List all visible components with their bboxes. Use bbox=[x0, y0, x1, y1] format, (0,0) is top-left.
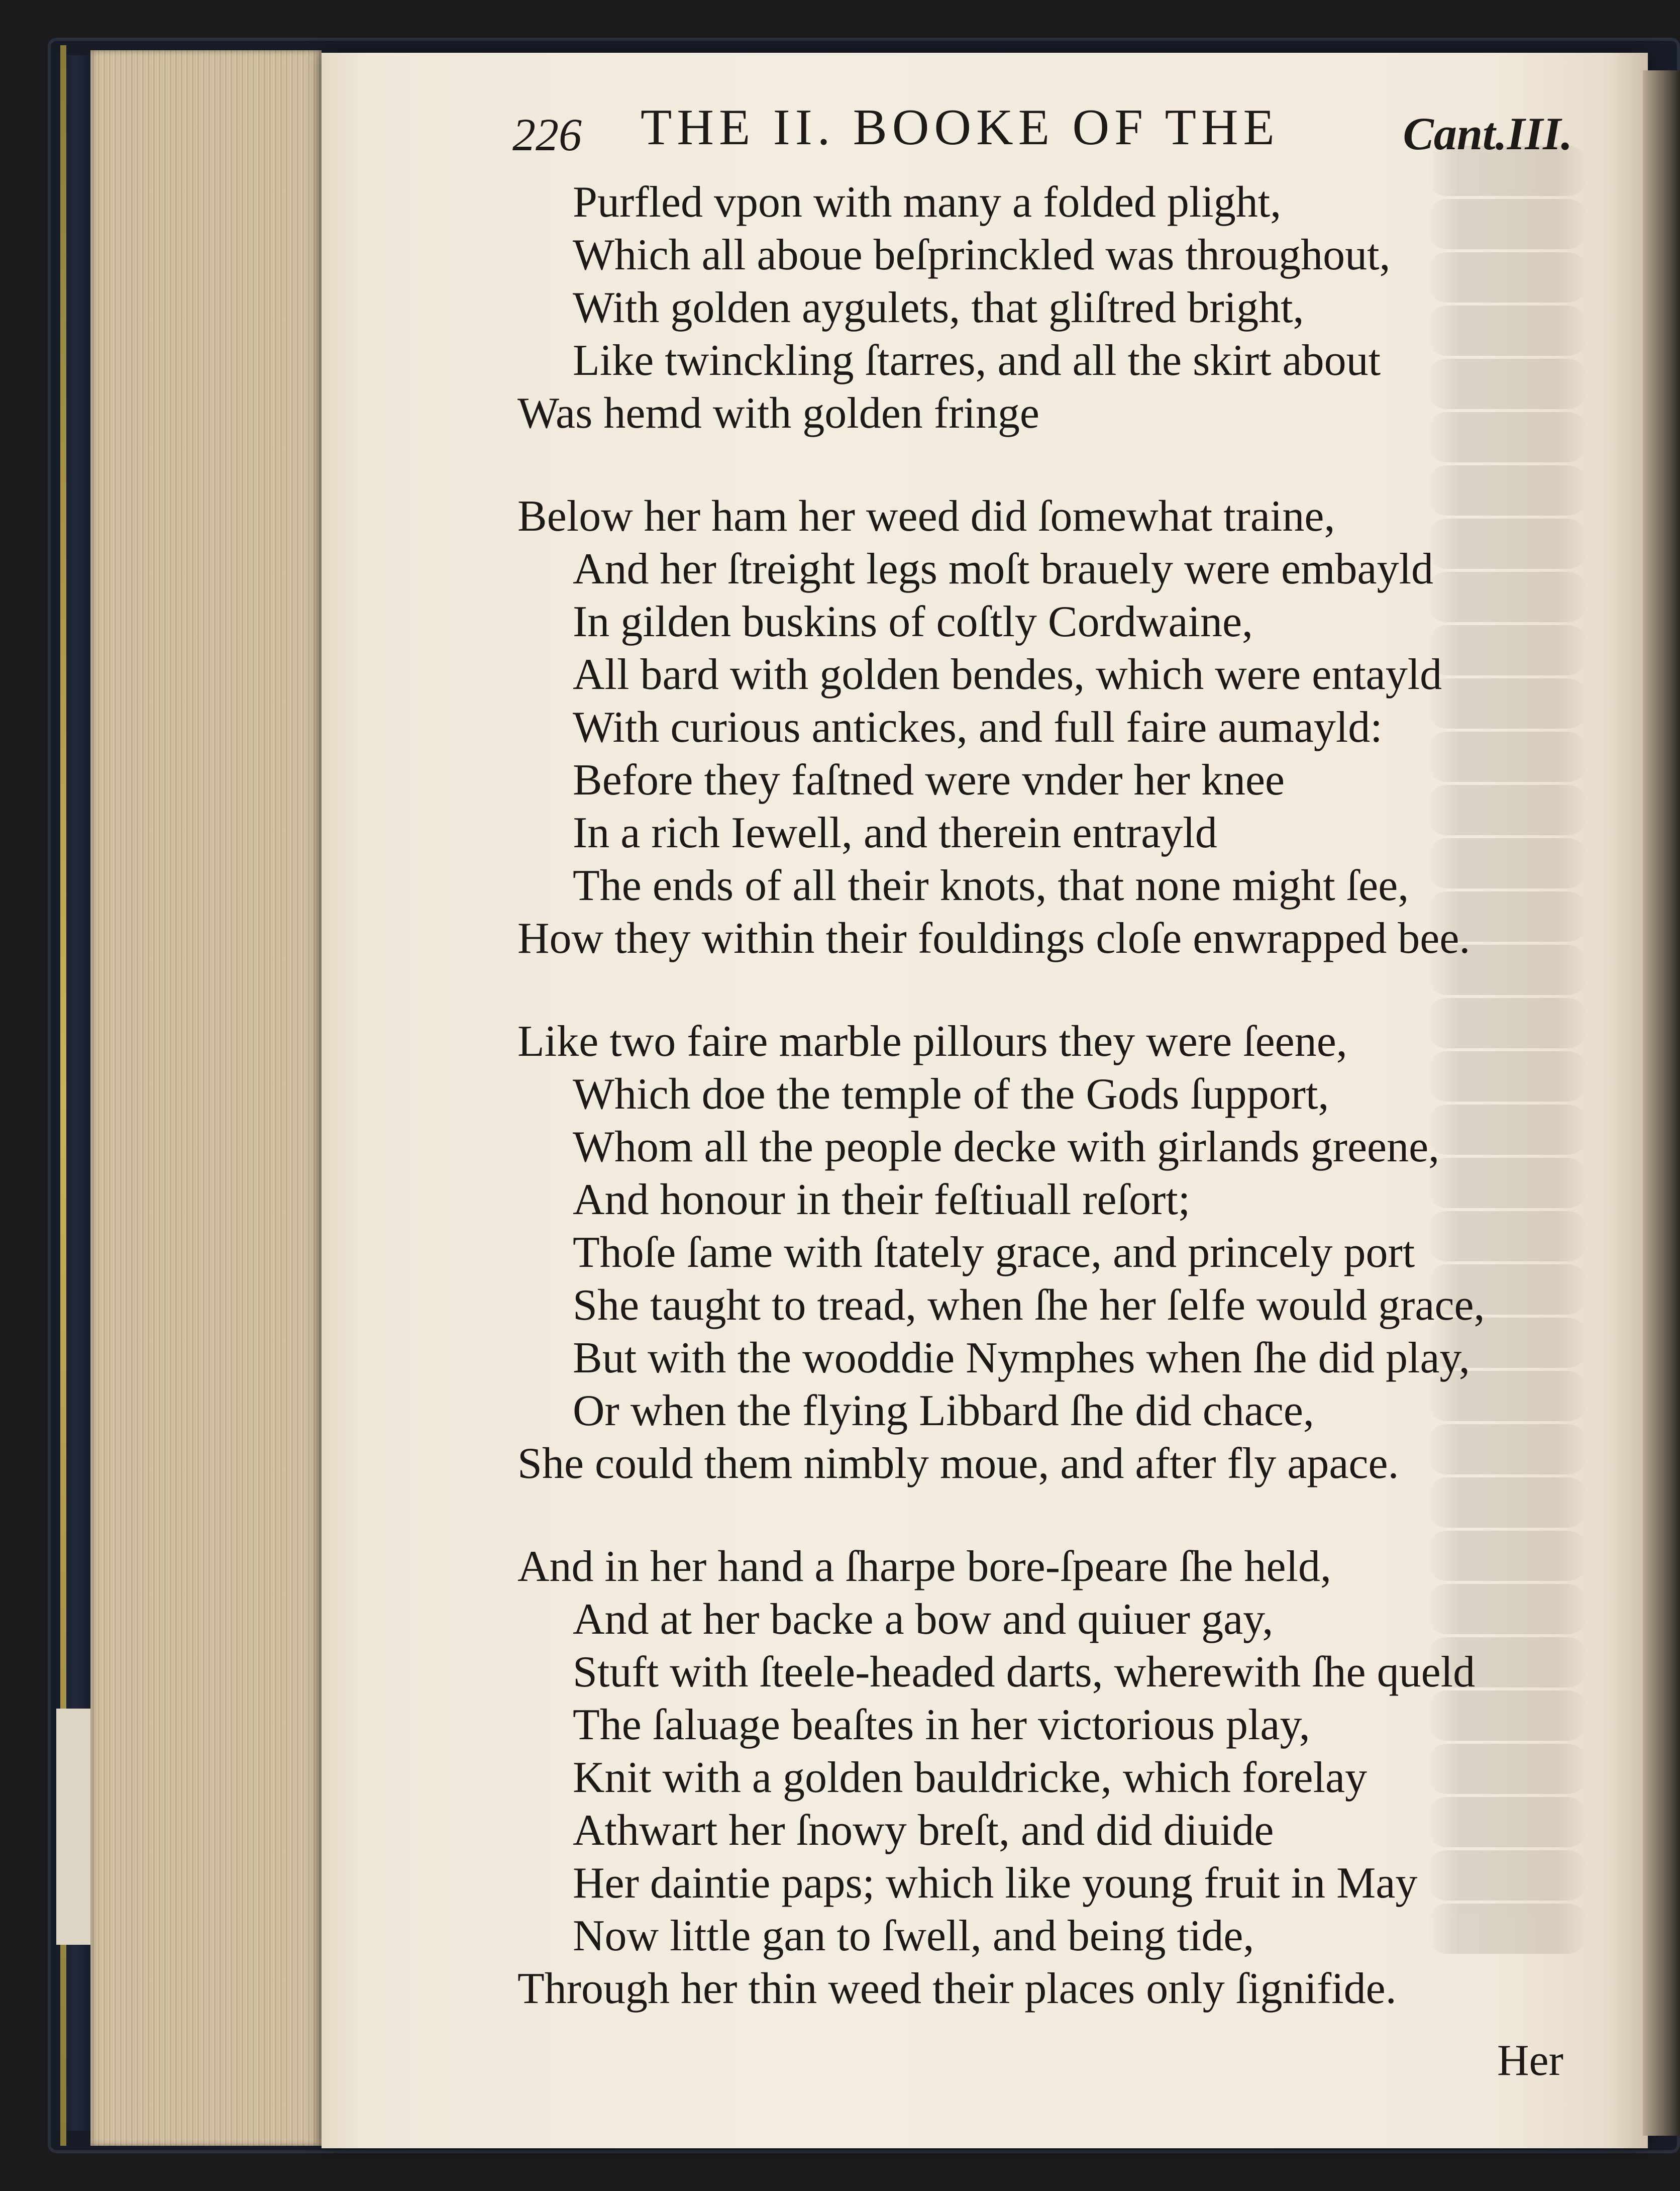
verse-line: Which all aboue beſprinckled was throughout, bbox=[573, 231, 1391, 279]
verse-line: How they within their fouldings cloſe enwrapped bee. bbox=[517, 914, 1471, 963]
verse-line: She could them nimbly moue, and after fly apace. bbox=[517, 1439, 1399, 1488]
poem-text bbox=[517, 176, 1583, 2015]
running-title: THE II. BOOKE OF THE bbox=[641, 99, 1280, 156]
verse-line: She taught to tread, when ſhe her ſelfe would grace, bbox=[573, 1281, 1485, 1330]
page-number: 226 bbox=[512, 109, 582, 160]
verse-line: But with the wooddie Nymphes when ſhe did play, bbox=[573, 1334, 1470, 1382]
verse-line: The ends of all their knots, that none might ſee, bbox=[573, 861, 1409, 910]
verse-line: The ſaluage beaſtes in her victorious play, bbox=[573, 1701, 1310, 1749]
canto-label: Cant.III. bbox=[1403, 108, 1572, 159]
verse-line: Now little gan to ſwell, and being tide, bbox=[573, 1912, 1254, 1960]
page-header bbox=[512, 98, 1572, 163]
stanza bbox=[517, 490, 1583, 965]
verse-line: And in her hand a ſharpe bore-ſpeare ſhe held, bbox=[517, 1542, 1331, 1591]
page-gutter-shadow bbox=[1643, 70, 1680, 2136]
catchword: Her bbox=[1497, 2036, 1563, 2085]
paper-label bbox=[56, 1709, 95, 1945]
verse-line: And honour in their feſtiuall reſort; bbox=[573, 1175, 1191, 1224]
stanza bbox=[517, 176, 1583, 440]
page-edges bbox=[90, 50, 322, 2146]
verse-line: In gilden buskins of coſtly Cordwaine, bbox=[573, 597, 1253, 646]
verse-line: Through her thin weed their places only ſignifide. bbox=[517, 1964, 1397, 2013]
verse-line: Below her ham her weed did ſomewhat traine, bbox=[517, 492, 1335, 541]
verse-line: Stuft with ſteele-headed darts, wherewith ſhe queld bbox=[573, 1648, 1476, 1697]
verse-line: Was hemd with golden fringe bbox=[517, 389, 1039, 438]
verse-line: Thoſe ſame with ſtately grace, and princely port bbox=[573, 1228, 1415, 1277]
verse-line: Before they faſtned were vnder her knee bbox=[573, 756, 1285, 805]
verse-line: With curious antickes, and full faire aumayld: bbox=[573, 703, 1383, 752]
verse-line: In a rich Iewell, and therein entrayld bbox=[573, 809, 1217, 857]
verse-line: Purfled vpon with many a folded plight, bbox=[573, 178, 1282, 227]
stanza bbox=[517, 1015, 1583, 1490]
verse-line: Like two faire marble pillours they were ſeene, bbox=[517, 1017, 1347, 1066]
verse-line: Which doe the temple of the Gods ſupport, bbox=[573, 1070, 1329, 1119]
verse-line: Or when the flying Libbard ſhe did chace, bbox=[573, 1386, 1314, 1435]
verse-line: And her ſtreight legs moſt brauely were embayld bbox=[573, 545, 1434, 593]
stanza bbox=[517, 1540, 1583, 2015]
verse-line: And at her backe a bow and quiuer gay, bbox=[573, 1595, 1274, 1644]
verse-line: Like twinckling ſtarres, and all the skirt about bbox=[573, 336, 1381, 385]
verse-line: Knit with a golden bauldricke, which forelay bbox=[573, 1753, 1368, 1802]
verse-line: Her daintie paps; which like young fruit in May bbox=[573, 1859, 1418, 1908]
verse-line: With golden aygulets, that gliſtred bright, bbox=[573, 283, 1304, 332]
verse-line: All bard with golden bendes, which were entayld bbox=[573, 650, 1442, 699]
verse-line: Whom all the people decke with girlands greene, bbox=[573, 1123, 1440, 1171]
verse-line: Athwart her ſnowy breſt, and did diuide bbox=[573, 1806, 1274, 1855]
